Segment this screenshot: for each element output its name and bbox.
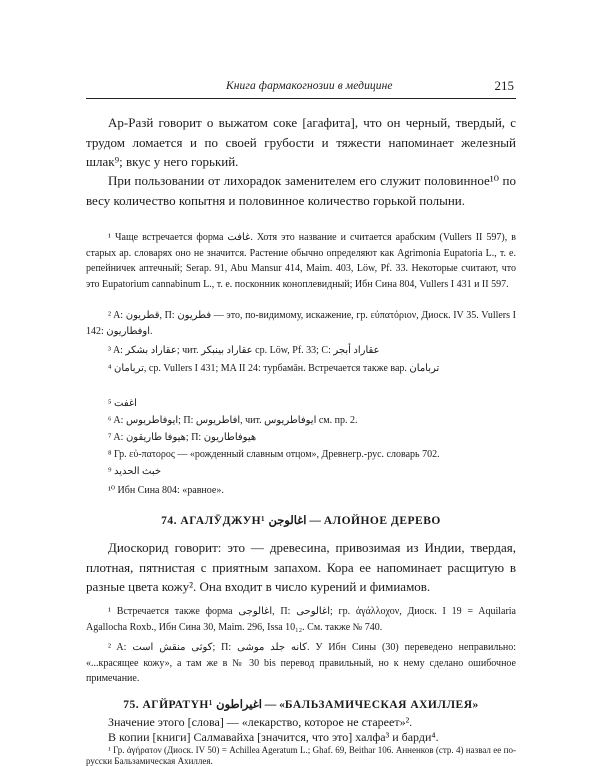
page-number: 215 [494, 78, 514, 93]
paragraph-salmavayh: В копии [книги] Салмавайха [значится, что это] халфа³ и барди⁴. [108, 730, 439, 744]
footnote-73-5: ⁵ اغفت [108, 398, 137, 409]
footnote-73-2: ² A: قطریون, П: فطریون — это, по-видимому, искажение, гр. εὐπατόριον, Диоск. IV 35. Vullers I 142: اوفطاریون. [86, 310, 516, 337]
paragraph-dioscorides: Диоскорид говорит: это — древесина, привозимая из Индии, твердая, плотная, пятнистая с приятным запахом. Кора ее напоминает расщитую в разные цвета кожу². Она входит в число курений и фимиамов. [86, 540, 516, 594]
running-title: Книга фармакогнозии в медицине [226, 80, 393, 92]
paragraph-fever-substitute: При пользовании от лихорадок заменителем его служит половинное¹⁰ по весу количество копытня и половинное количество горькой полыни. [86, 173, 516, 208]
paragraph-ar-razi: Ар-Разй говорит о выжатом соке [агафита], что он черный, твердый, с трудом ломается и по своей грубости и тяжести напоминает железный шлак⁹; вкус у него горький. [86, 115, 516, 169]
footnote-73-10: ¹⁰ Ибн Сина 804: «равное». [108, 485, 224, 496]
footnote-73-4: ⁴ تربامان, ср. Vullers I 431; MA II 24: турбамāн. Встречается также вар. تربامان [108, 363, 440, 374]
footnote-73-7: ⁷ A: هیوفا طاریقون; П: هیوفاطاریون [108, 432, 257, 443]
entry-75-title: 75. АГЙРАТҮН¹ اغیراطون — «БАЛЬЗАМИЧЕСКАЯ АХИЛЛЕЯ» [123, 699, 479, 711]
footnote-73-1: ¹ Чаще встречается форма غافت. Хотя это название и считается арабским (Vullers II 597), в старых ар. словарях оно не значится. Растение обычно определяют как Agrimonia Eupatoria L., т. е. репейничек аптечный; Serap. 91, Abu Mansur 414, Maim. 403, Löw, Pf. 33. Некоторые считают, что это Eupatorium cannabinum L., т. е. посконник коноплевидный; Ибн Сина 804, Vullers I 431 и II 597. [86, 232, 516, 290]
footnote-73-6: ⁶ A: ایوفاطریوس; П: افاطریوس, чит. ایوفاطریوس см. пр. 2. [108, 415, 358, 426]
paragraph-meaning: Значение этого [слова] — «лекарство, которое не стареет»². [108, 715, 413, 729]
footnote-73-3: ³ A: عقاراد بشکر; чит. عقاراد بینبکر ср. Löw, Pf. 33; C: عقاراد أبجر [108, 345, 380, 356]
page-header [86, 78, 516, 99]
footnote-73-8: ⁸ Гр. εὐ-πατορος — «рожденный славным отцом», Древнегр.-рус. словарь 702. [108, 449, 440, 460]
footnote-75-1: ¹ Гр. ἀγήρατον (Диоск. IV 50) = Achillea Ageratum L.; Ghaf. 69, Beithar 106. Анненков (стр. 4) назвал ее по-русски Бальзамическая Ахиллея. [86, 745, 516, 766]
footnote-73-9: ⁹ خبث الحدید [108, 466, 162, 477]
footnote-74-1: ¹ Встречается также форма اغالوجی, П: اغالوحی; гр. ἀγάλλοχον, Диоск. I 19 = Aquilaria Agallocha Roxb., Ибн Сина 30, Maim. 296, Issa 10₁₂. См. также № 740. [86, 606, 516, 633]
footnote-74-2: ² A: كوثى منقش است; П: كانه جلد موشى. У Ибн Сины (30) переведено неправильно: «...красящее кожу», а там же в № 30 bis перевод правильный, но к нему сделано ошибочное примечание. [86, 642, 516, 684]
entry-74-title: 74. АГАЛӮДЖУН¹ اغالوجن — АЛОЙНОЕ ДЕРЕВО [161, 515, 441, 527]
